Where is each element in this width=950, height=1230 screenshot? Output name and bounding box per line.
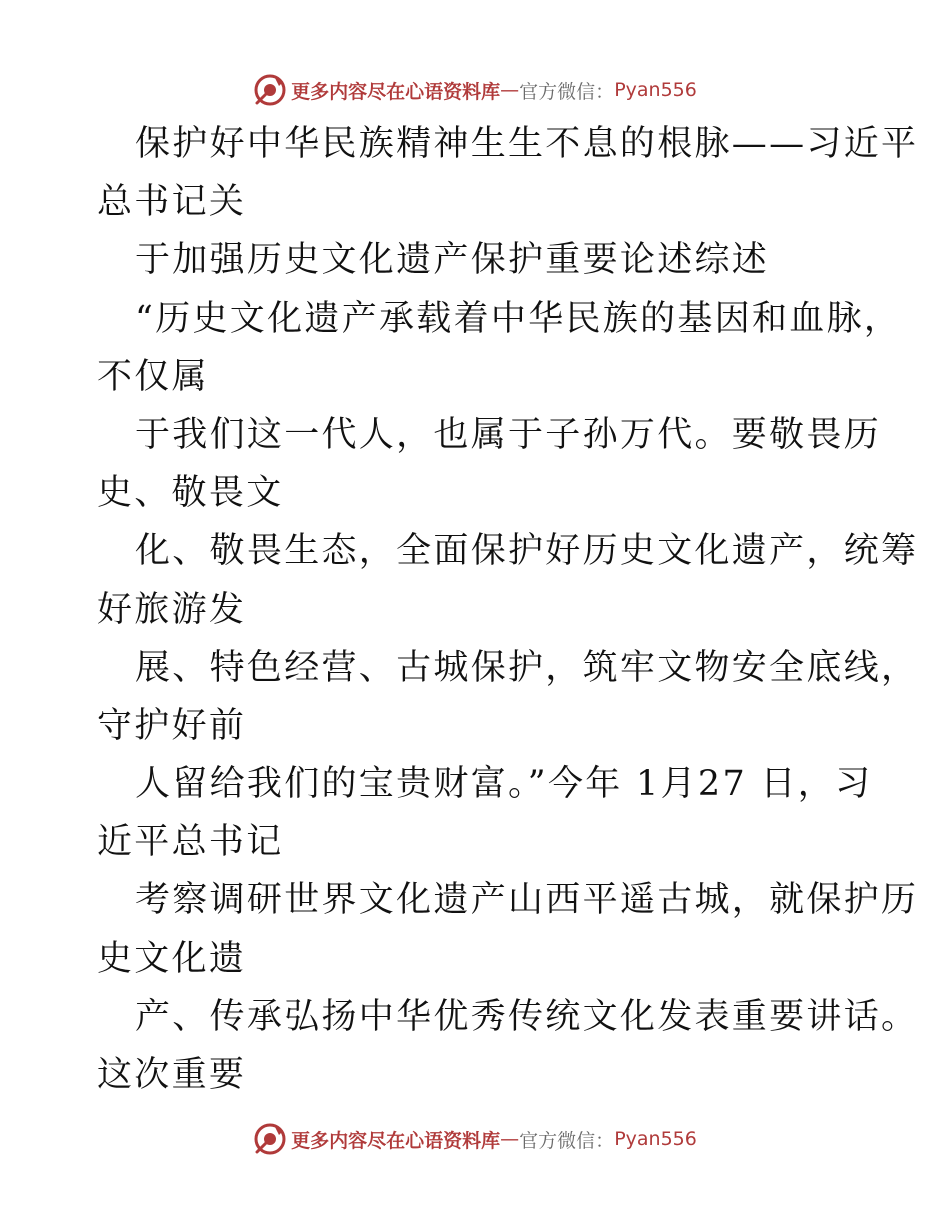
text-line: 保护好中华民族精神生生不息的根脉——习近平	[135, 124, 919, 164]
watermark-wechat-label: 官方微信：	[519, 80, 615, 103]
watermark-main-text: 更多内容尽在心语资料库	[291, 1129, 501, 1152]
text-line: 于加强历史文化遗产保护重要论述综述	[135, 240, 770, 281]
footer-watermark	[0, 1119, 950, 1159]
watermark-wechat-id: Pyan556	[614, 79, 697, 101]
text-line: 展、特色经营、古城保护，筑牢文物安全底线，	[135, 647, 919, 688]
text-line: 产、传承弘扬中华优秀传统文化发表重要讲话。	[135, 996, 919, 1037]
text-line: 这次重要	[97, 1055, 247, 1095]
text-line: 好旅游发	[97, 589, 247, 630]
watermark-wechat-label: 官方微信：	[519, 1129, 615, 1152]
text-line: 守护好前	[97, 705, 247, 746]
text-line: 人留给我们的宝贵财富。”今年 1月27 日，习	[135, 764, 873, 805]
text-line: 史文化遗	[97, 938, 247, 979]
document-body	[97, 115, 919, 1104]
text-line: 总书记关	[97, 182, 247, 223]
watermark-main-text: 更多内容尽在心语资料库	[291, 80, 501, 103]
text-line: 考察调研世界文化遗产山西平遥古城，就保护历	[135, 880, 919, 921]
text-line: 不仅属	[97, 356, 209, 397]
watermark-dash: —	[500, 79, 520, 101]
text-line: 史、敬畏文	[97, 473, 284, 514]
text-line: 于我们这一代人，也属于子孙万代。要敬畏历	[135, 414, 882, 455]
logo-icon	[253, 1122, 287, 1156]
text-line: 化、敬畏生态，全面保护好历史文化遗产，统筹	[135, 531, 919, 572]
text-line: “历史文化遗产承载着中华民族的基因和血脉，	[135, 298, 902, 339]
logo-icon	[253, 73, 287, 107]
text-line: 近平总书记	[97, 822, 284, 863]
header-watermark	[0, 70, 950, 110]
watermark-wechat-id: Pyan556	[614, 1128, 697, 1150]
watermark-dash: —	[500, 1128, 520, 1150]
